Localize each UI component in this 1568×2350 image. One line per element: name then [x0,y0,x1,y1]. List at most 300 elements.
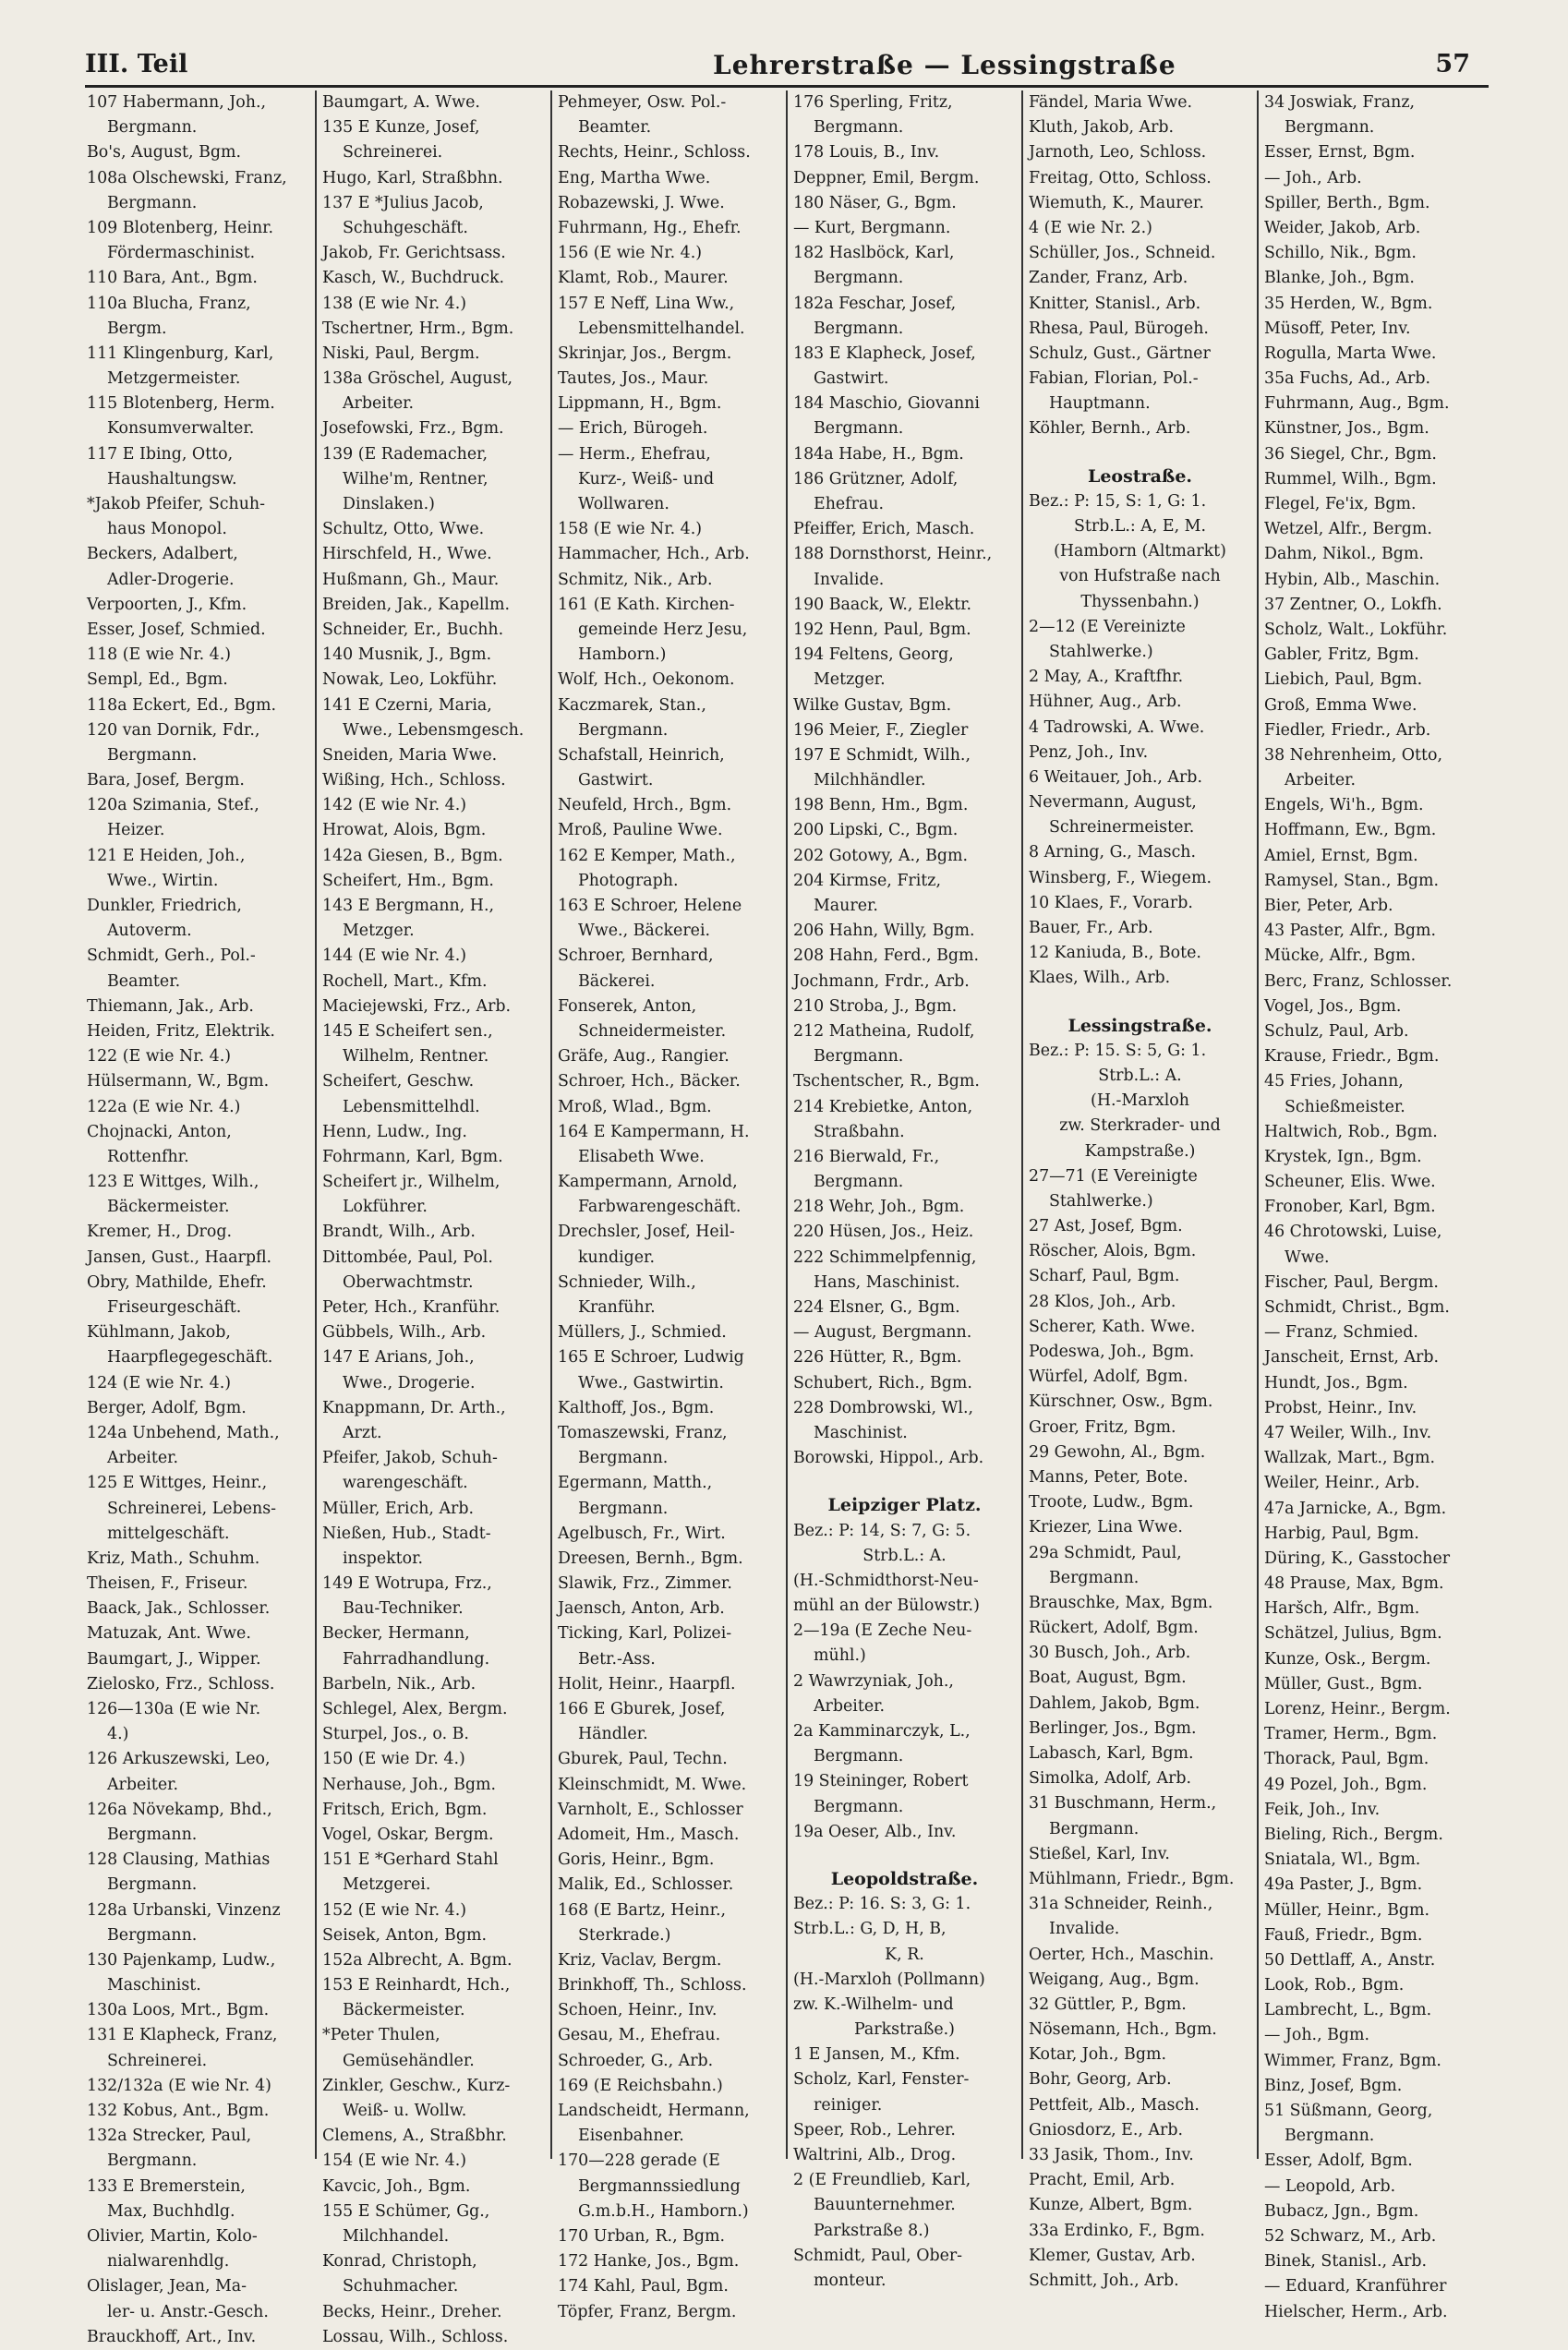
directory-entry-line: 182 Haslböck, Karl, [793,244,955,263]
directory-entry-line: Bergmann. [578,1499,669,1518]
directory-entry-line: 4.) [107,1725,129,1744]
directory-entry-line: 27 Ast, Josef, Bgm. [1029,1217,1183,1236]
street-heading: Leopoldstraße. [830,1868,979,1889]
directory-entry-line: 2 (E Freundlieb, Karl, [793,2171,971,2190]
directory-entry-line: Klamt, Rob., Maurer. [558,269,729,288]
directory-entry-line: 110a Blucha, Franz, [87,294,251,313]
directory-entry-line: Groer, Fritz, Bgm. [1029,1417,1176,1437]
directory-entry-line: Eng, Martha Wwe. [558,168,711,187]
directory-entry-line: Bergmann. [1285,118,1375,138]
directory-entry-line: Schmidt, Gerh., Pol.- [87,946,256,966]
directory-entry-line: Hauptmann. [1049,394,1151,414]
directory-entry-line: Schroer, Hch., Bäcker. [558,1072,741,1091]
directory-entry-line: Matuzak, Ant. Wwe. [87,1624,251,1644]
directory-entry-line: — Leopold, Arb. [1264,2176,1396,2196]
directory-entry-line: Konrad, Christoph, [322,2252,477,2272]
directory-entry-line: ler- u. Anstr.-Gesch. [107,2302,269,2321]
directory-entry-line: Schuhgeschäft. [343,218,468,237]
directory-entry-line: Kasch, W., Buchdruck. [322,269,505,288]
directory-entry-line: Kremer, H., Drog. [87,1223,232,1242]
directory-entry-line: Hamborn.) [578,645,667,665]
directory-entry-line: zw. Sterkrader- und [1059,1116,1221,1136]
page-number: 57 [1435,50,1470,78]
directory-entry-line: Knitter, Stanisl., Arb. [1029,294,1201,313]
directory-entry-line: Bara, Josef, Bergm. [87,771,245,790]
directory-entry-line: Ramysel, Stan., Bgm. [1264,871,1439,890]
column-4 [788,90,1023,2290]
directory-entry-line: Schulz, Gust., Gärtner [1029,343,1211,363]
directory-entry-line: Bergmann. [107,193,198,212]
directory-entry-line: Metzger. [814,670,886,690]
directory-entry-line: Schillo, Nik., Bgm. [1264,244,1417,263]
directory-entry-line: Kunze, Osk., Bergm. [1264,1649,1431,1669]
directory-entry-line: 228 Dombrowski, Wl., [793,1398,973,1417]
directory-entry-line: Scheuner, Elis. Wwe. [1264,1173,1436,1192]
directory-entry-line: mühl.) [814,1646,866,1666]
directory-entry-line: 188 Dornsthorst, Heinr., [793,545,993,564]
directory-entry-line: Harbig, Paul, Bgm. [1264,1524,1419,1543]
directory-entry-line: 161 (E Kath. Kirchen- [558,595,735,614]
directory-entry-line: 48 Prause, Max, Bgm. [1264,1574,1444,1594]
directory-entry-line: Ehefrau. [814,495,885,513]
directory-entry-line: 32 Güttler, P., Bgm. [1029,1994,1187,2014]
directory-entry-line: Hülsermann, W., Bgm. [87,1072,270,1091]
directory-entry-line: 124 (E wie Nr. 4.) [87,1373,232,1392]
directory-entry-line: 144 (E wie Nr. 4.) [322,946,467,966]
directory-entry-line: Gburek, Paul, Techn. [558,1750,728,1769]
directory-entry-line: 162 E Kemper, Math., [558,846,736,865]
directory-entry-line: Sterkrade.) [578,1925,671,1945]
directory-entry-line: 138a Gröschel, August, [322,369,513,389]
directory-entry-line: 156 (E wie Nr. 4.) [558,244,703,263]
directory-entry-line: 109 Blotenberg, Heinr. [87,218,274,237]
street-heading: Lessingstraße. [1067,1015,1212,1036]
directory-entry-line: 197 E Schmidt, Wilh., [793,745,971,765]
directory-entry-line: Fischer, Paul, Bergm. [1264,1272,1439,1292]
directory-entry-line: Wwe., Wirtin. [107,871,219,890]
directory-entry-line: Binek, Stanisl., Arb. [1264,2252,1428,2272]
directory-entry-line: Bergmann. [814,1797,904,1816]
directory-entry-line: 151 E *Gerhard Stahl [322,1850,499,1870]
directory-entry-line: Bäckerei. [578,971,656,991]
directory-entry-line: Schneider, Er., Buchh. [322,620,504,639]
directory-entry-line: Lokführer. [343,1198,428,1217]
directory-entry-line: 164 E Kampermann, H. [558,1122,750,1141]
directory-entry-line: Olivier, Martin, Kolo- [87,2226,258,2246]
directory-entry-line: 157 E Neff, Lina Ww., [558,294,735,313]
directory-entry-line: 2—19a (E Zeche Neu- [793,1621,972,1641]
directory-entry-line: Bohr, Georg, Arb. [1029,2070,1172,2090]
directory-entry-line: Kühlmann, Jakob, [87,1323,231,1343]
directory-entry-line: Bergmann. [814,269,904,288]
directory-entry-line: — Joh., Bgm. [1264,2026,1370,2045]
directory-entry-line: Henn, Ludw., Ing. [322,1122,467,1141]
directory-entry-line: Chojnacki, Anton, [87,1122,232,1141]
directory-entry-line: Hußmann, Gh., Maur. [322,570,500,589]
directory-entry-line: Schulz, Paul, Arb. [1264,1021,1409,1041]
directory-entry-line: *Peter Thulen, [322,2026,440,2045]
directory-entry-line: Wwe. [1285,1247,1330,1267]
directory-entry-line: Tschertner, Hrm., Bgm. [322,319,514,338]
directory-entry-line: Rochell, Mart., Kfm. [322,971,488,991]
directory-entry-line: Bergmann. [814,1747,904,1766]
directory-entry-line: Rechts, Heinr., Schloss. [558,143,751,163]
directory-entry-line: Dahm, Nikol., Bgm. [1264,545,1424,564]
directory-entry-line: 218 Wehr, Joh., Bgm. [793,1198,965,1217]
directory-entry-line: Labasch, Karl, Bgm. [1029,1744,1194,1763]
directory-entry-line: Heiden, Fritz, Elektrik. [87,1021,275,1041]
directory-entry-line: Müller, Gust., Bgm. [1264,1674,1423,1693]
directory-entry-line: Bergmann. [1049,1819,1140,1838]
directory-entry-line: Pfeiffer, Erich, Masch. [793,520,975,539]
directory-entry-line: Wiemuth, K., Maurer. [1029,193,1204,212]
directory-entry-line: Sniatala, Wl., Bgm. [1264,1850,1421,1870]
directory-entry-line: Bez.: P: 15. S: 5, G: 1. [1029,1041,1207,1060]
directory-entry-line: Strb.L.: A, E, M. [1073,517,1207,536]
directory-entry-line: Wißing, Hch., Schloss. [322,771,506,790]
directory-entry-line: Brauckhoff, Art., Inv. [87,2327,257,2346]
directory-entry-line: Wolf, Hch., Oekonom. [558,670,735,690]
directory-entry-line: Rottenfhr. [107,1147,189,1166]
directory-entry-line: Schroeder, G., Arb. [558,2051,714,2070]
directory-entry-line: 194 Feltens, Georg, [793,645,954,665]
directory-entry-line: Bergmann. [578,1449,669,1468]
directory-entry-line: Gübbels, Wilh., Arb. [322,1323,487,1343]
directory-entry-line: Robazewski, J. Wwe. [558,193,725,212]
directory-entry-line: 172 Hanke, Jos., Bgm. [558,2252,740,2272]
directory-entry-line: Haršch, Alfr., Bgm. [1264,1599,1420,1619]
directory-entry-line: Berc, Franz, Schlosser. [1264,971,1453,991]
directory-entry-line: 220 Hüsen, Jos., Heiz. [793,1223,974,1242]
directory-entry-line: Lebensmittelhandel. [578,319,745,338]
directory-entry-line: Lossau, Wilh., Schloss. [322,2327,509,2346]
directory-entry-line: Krystek, Ign., Bgm. [1264,1147,1422,1166]
directory-entry-line: 6 Weitauer, Joh., Arb. [1029,767,1202,787]
directory-entry-line: Rogulla, Marta Wwe. [1264,343,1437,363]
directory-entry-line: Wollwaren. [578,495,669,513]
directory-entry-line: Bergmann. [107,118,198,138]
directory-entry-line: — Joh., Arb. [1264,168,1362,187]
directory-entry-line: Pettfeit, Alb., Masch. [1029,2095,1200,2115]
directory-entry-line: 123 E Wittges, Wilh., [87,1173,259,1192]
directory-entry-line: Beamter. [107,971,181,991]
directory-entry-line: Lorenz, Heinr., Bergm. [1264,1700,1451,1718]
directory-entry-line: 202 Gotowy, A., Bgm. [793,846,969,865]
directory-entry-line: Müsoff, Peter, Inv. [1264,319,1411,338]
directory-entry-line: 2 May, A., Kraftfhr. [1029,668,1184,687]
directory-entry-line: Bergmannssiedlung [578,2176,741,2196]
directory-entry-line: 165 E Schroer, Ludwig [558,1348,744,1368]
directory-entry-line: Berlinger, Jos., Bgm. [1029,1718,1197,1738]
directory-entry-line: Varnholt, E., Schlosser [558,1800,743,1819]
directory-entry-line: 4 Tadrowski, A. Wwe. [1029,717,1205,737]
directory-entry-line: Rummel, Wilh., Bgm. [1264,469,1437,488]
directory-entry-line: Bergmann. [1285,2127,1375,2146]
directory-entry-line: Malik, Ed., Schlosser. [558,1875,734,1895]
directory-entry-line: Schmitz, Nik., Arb. [558,570,713,589]
directory-entry-line: 182a Feschar, Josef, [793,294,957,313]
directory-entry-line: Borowski, Hippol., Arb. [793,1449,984,1468]
directory-entry-line: 155 E Schümer, Gg., [322,2201,490,2221]
directory-entry-line: Baumgart, A. Wwe. [322,93,480,112]
directory-entry-line: 143 E Bergmann, H., [322,897,494,915]
directory-entry-line: 117 E Ibing, Otto, [87,444,234,464]
directory-entry-line: Maschinist. [814,1423,908,1442]
directory-entry-line: Neufeld, Hrch., Bgm. [558,796,732,815]
directory-entry-line: Fiedler, Friedr., Arb. [1264,720,1431,740]
directory-entry-line: Kurz-, Weiß- und [578,469,715,488]
directory-entry-line: Brinkhoff, Th., Schloss. [558,1976,747,1995]
directory-entry-line: Elisabeth Wwe. [578,1147,705,1166]
directory-entry-line: (Hamborn (Altmarkt) [1054,542,1226,561]
directory-entry-line: Fauß, Friedr., Bgm. [1264,1925,1423,1945]
directory-entry-line: Schuhmacher. [343,2277,459,2296]
directory-entry-line: Berger, Adolf, Bgm. [87,1398,247,1417]
directory-entry-line: Wwe., Lebensmgesch. [343,720,525,740]
directory-entry-line: 118a Eckert, Ed., Bgm. [87,695,277,715]
directory-entry-line: Milchhändler. [814,771,926,790]
directory-entry-line: Schoen, Heinr., Inv. [558,2001,718,2020]
directory-entry-line: Bauunternehmer. [814,2196,956,2215]
directory-entry-line: Gastwirt. [814,369,889,389]
directory-entry-line: 192 Henn, Paul, Bgm. [793,620,971,639]
directory-entry-line: 226 Hütter, R., Bgm. [793,1348,962,1368]
directory-entry-line: Schüller, Jos., Schneid. [1029,244,1216,263]
directory-entry-line: Bergmann. [814,319,904,338]
directory-entry-line: Bäckermeister. [343,2001,465,2020]
directory-entry-line: 52 Schwarz, M., Arb. [1264,2226,1437,2246]
directory-entry-line: 150 (E wie Dr. 4.) [322,1750,465,1769]
directory-entry-line: Nießen, Hub., Stadt- [322,1524,491,1543]
directory-entry-line: 111 Klingenburg, Karl, [87,343,274,363]
directory-entry-line: Kampermann, Arnold, [558,1173,738,1192]
directory-entry-line: Betr.-Ass. [578,1649,656,1669]
directory-entry-line: 137 E *Julius Jacob, [322,193,484,212]
directory-entry-line: Zielosko, Frz., Schloss. [87,1674,275,1693]
directory-entry-line: 139 (E Rademacher, [322,444,488,464]
directory-entry-line: (H.-Marxloh (Pollmann) [793,1970,985,1989]
directory-entry-line: Schreinerei. [107,2051,208,2070]
directory-entry-line: 12 Kaniuda, B., Bote. [1029,944,1201,963]
directory-entry-line: Wilhe'm, Rentner, [343,469,488,488]
directory-entry-line: Lebensmittelhdl. [343,1097,480,1116]
directory-columns [81,90,1494,2346]
directory-entry-line: Hirschfeld, H., Wwe. [322,545,492,564]
directory-entry-line: Boat, August, Bgm. [1029,1669,1187,1688]
directory-entry-line: von Hufstraße nach [1059,567,1221,586]
directory-entry-line: Nevermann, August, [1029,793,1197,813]
directory-entry-line: 33a Erdinko, F., Bgm. [1029,2221,1205,2240]
directory-entry-line: Hrowat, Alois, Bgm. [322,821,487,840]
directory-entry-line: — Kurt, Bergmann. [793,218,951,237]
directory-entry-line: Look, Rob., Bgm. [1264,1976,1405,1995]
directory-entry-line: Kunze, Albert, Bgm. [1029,2196,1193,2215]
directory-entry-line: 135 E Kunze, Josef, [322,118,480,138]
directory-entry-line: Gabler, Fritz, Bgm. [1264,645,1419,665]
directory-entry-line: 29a Schmidt, Paul, [1029,1543,1182,1562]
directory-entry-line: Arbeiter. [107,1449,179,1468]
directory-entry-line: Bo's, August, Bgm. [87,143,242,163]
directory-entry-line: 186 Grützner, Adolf, [793,469,959,488]
directory-entry-line: Thyssenbahn.) [1080,592,1200,611]
directory-entry-line: 190 Baack, W., Elektr. [793,595,971,614]
directory-entry-line: Krause, Friedr., Bgm. [1264,1047,1440,1067]
directory-entry-line: 152 (E wie Nr. 4.) [322,1900,467,1920]
directory-entry-line: Hielscher, Herm., Arb. [1264,2302,1448,2321]
directory-entry-line: kundiger. [578,1247,655,1267]
directory-entry-line: Olislager, Jean, Ma- [87,2277,247,2296]
directory-entry-line: Janscheit, Ernst, Arb. [1264,1348,1440,1368]
directory-entry-line: Adomeit, Hm., Masch. [558,1825,740,1844]
directory-entry-line: Freitag, Otto, Schloss. [1029,168,1212,187]
directory-entry-line: 27—71 (E Vereinigte [1029,1166,1198,1186]
directory-entry-line: 216 Bierwald, Fr., [793,1147,940,1166]
directory-entry-line: Binz, Josef, Bgm. [1264,2076,1403,2095]
directory-entry-line: 130 Pajenkamp, Ludw., [87,1950,276,1970]
directory-entry-line: Pfeifer, Jakob, Schuh- [322,1449,498,1468]
directory-entry-line: Jansen, Gust., Haarpfl. [87,1247,272,1267]
directory-entry-line: 2a Kamminarczyk, L., [793,1722,971,1741]
directory-entry-line: Barbeln, Nik., Arb. [322,1674,476,1693]
directory-entry-line: 126a Növekamp, Bhd., [87,1800,272,1819]
directory-entry-line: Wwe., Bäckerei. [578,922,711,941]
directory-entry-line: Gesau, M., Ehefrau. [558,2026,721,2045]
directory-entry-line: Skrinjar, Jos., Bergm. [558,343,732,363]
directory-entry-line: Kampstraße.) [1084,1141,1196,1161]
directory-entry-line: Lambrecht, L., Bgm. [1264,2001,1432,2020]
directory-entry-line: 149 E Wotrupa, Frz., [322,1574,492,1594]
directory-entry-line: 132/132a (E wie Nr. 4) [87,2076,271,2095]
directory-entry-line: Kalthoff, Jos., Bgm. [558,1398,715,1417]
directory-entry-line: Heizer. [107,821,165,840]
directory-entry-line: Fändel, Maria Wwe. [1029,93,1193,112]
directory-entry-line: 132 Kobus, Ant., Bgm. [87,2102,270,2120]
directory-entry-line: Drechsler, Josef, Heil- [558,1223,735,1242]
directory-entry-line: Nösemann, Hch., Bgm. [1029,2020,1217,2040]
directory-entry-line: Kluth, Jakob, Arb. [1029,118,1175,138]
directory-entry-line: Düring, K., Gasstocher [1264,1549,1451,1568]
directory-entry-line: 131 E Klapheck, Franz, [87,2026,278,2045]
directory-entry-line: Weiß- u. Wollw. [343,2102,467,2120]
directory-entry-line: Deppner, Emil, Bergm. [793,168,980,187]
directory-entry-line: — Eduard, Kranführer [1264,2277,1447,2296]
directory-entry-line: Lippmann, H., Bgm. [558,394,722,414]
directory-entry-line: Waltrini, Alb., Drog. [793,2146,957,2164]
directory-entry-line: Schneidermeister. [578,1021,727,1041]
directory-entry-line: Vogel, Oskar, Bergm. [322,1825,494,1844]
directory-entry-line: Parkstraße.) [854,2020,955,2040]
street-heading: Leipziger Platz. [827,1495,982,1516]
directory-entry-line: Amiel, Ernst, Bgm. [1264,846,1418,865]
directory-entry-line: Kriezer, Lina Wwe. [1029,1518,1183,1537]
directory-entry-line: 152a Albrecht, A. Bgm. [322,1950,513,1970]
directory-entry-line: 19a Oeser, Alb., Inv. [793,1822,957,1841]
directory-entry-line: Hans, Maschinist. [814,1272,960,1292]
directory-entry-line: Nerhause, Joh., Bgm. [322,1775,497,1794]
directory-entry-line: Bau-Techniker. [343,1599,464,1619]
directory-entry-line: 204 Kirmse, Fritz, [793,871,941,890]
directory-entry-line: Fohrmann, Karl, Bgm. [322,1147,503,1166]
directory-entry-line: Becks, Heinr., Dreher. [322,2302,502,2321]
directory-entry-line: Arbeiter. [107,1775,179,1794]
directory-entry-line: Fritsch, Erich, Bgm. [322,1800,488,1819]
directory-entry-line: Milchhandel. [343,2226,450,2246]
directory-entry-line: Wallzak, Mart., Bgm. [1264,1449,1435,1468]
directory-entry-line: Wimmer, Franz, Bgm. [1264,2051,1441,2070]
directory-entry-line: 38 Nehrenheim, Otto, [1264,745,1443,765]
directory-entry-line: Becker, Hermann, [322,1624,470,1644]
directory-entry-line: 170 Urban, R., Bgm. [558,2226,726,2246]
directory-entry-line: Hoffmann, Ew., Bgm. [1264,821,1437,840]
directory-entry-line: Agelbusch, Fr., Wirt. [558,1524,726,1543]
directory-entry-line: Josefowski, Frz., Bgm. [322,419,504,439]
directory-entry-line: 128a Urbanski, Vinzenz [87,1900,281,1920]
directory-entry-line: haus Monopol. [107,520,227,539]
directory-entry-line: Schafstall, Heinrich, [558,745,725,765]
directory-entry-line: Dreesen, Bernh., Bgm. [558,1549,743,1568]
directory-entry-line: 145 E Scheifert sen., [322,1021,493,1041]
directory-entry-line: Metzger. [343,922,415,941]
directory-entry-line: Niski, Paul, Bergm. [322,343,480,363]
directory-entry-line: Gemüsehändler. [343,2051,475,2070]
section-spacer [1029,442,1251,455]
directory-entry-line: Gräfe, Aug., Rangier. [558,1047,730,1067]
directory-entry-line: Fabian, Florian, Pol.- [1029,369,1199,389]
directory-entry-line: Metzgermeister. [107,369,241,389]
directory-entry-line: Bergmann. [107,1825,198,1844]
directory-entry-line: 108a Olschewski, Franz, [87,168,287,187]
directory-entry-line: Scheifert, Hm., Bgm. [322,871,494,890]
directory-entry-line: Photograph. [578,871,679,890]
directory-entry-line: 35a Fuchs, Ad., Arb. [1264,369,1431,389]
directory-entry-line: Hammacher, Hch., Arb. [558,545,750,564]
directory-entry-line: Jochmann, Frdr., Arb. [793,971,970,991]
directory-entry-line: 118 (E wie Nr. 4.) [87,645,232,665]
directory-entry-line: 214 Krebietke, Anton, [793,1097,973,1116]
directory-entry-line: Bergmann. [814,419,904,439]
directory-entry-line: Arbeiter. [343,394,415,414]
directory-entry-line: Zander, Franz, Arb. [1029,269,1188,288]
directory-entry-line: Bergmann. [107,2151,198,2171]
directory-entry-line: Schroer, Bernhard, [558,946,714,966]
directory-entry-line: Flegel, Fe'ix, Bgm. [1264,495,1417,513]
directory-entry-line: Haushaltungsw. [107,469,237,488]
directory-entry-line: 121 E Heiden, Joh., [87,846,246,865]
directory-entry-line: Tramer, Herm., Bgm. [1264,1725,1438,1744]
directory-entry-line: K, R. [885,1945,924,1964]
directory-entry-line: Brauschke, Max, Bgm. [1029,1593,1213,1612]
directory-entry-line: 49a Paster, J., Bgm. [1264,1875,1423,1895]
directory-entry-line: warengeschäft. [343,1474,468,1493]
directory-entry-line: Fonserek, Anton, [558,996,697,1016]
directory-entry-line: Parkstraße 8.) [814,2221,930,2240]
directory-entry-line: Simolka, Adolf, Arb. [1029,1769,1192,1789]
directory-entry-line: 184a Habe, H., Bgm. [793,444,964,464]
directory-entry-line: (H.-Marxloh [1091,1091,1189,1111]
directory-entry-line: Tomaszewski, Franz, [558,1423,728,1442]
directory-entry-line: 130a Loos, Mrt., Bgm. [87,2001,270,2020]
directory-entry-line: Oberwachtmstr. [343,1272,474,1292]
directory-entry-line: Kotar, Joh., Bgm. [1029,2045,1166,2065]
directory-entry-line: Schmitt, Joh., Arb. [1029,2271,1179,2290]
directory-entry-line: Vogel, Jos., Bgm. [1264,996,1402,1016]
directory-entry-line: Wilhelm, Rentner. [343,1047,489,1067]
column-3 [552,90,788,2321]
directory-entry-line: Dahlem, Jakob, Bgm. [1029,1693,1200,1713]
directory-entry-line: 142a Giesen, B., Bgm. [322,846,503,865]
directory-entry-line: 222 Schimmelpfennig, [793,1247,977,1267]
directory-entry-line: Bäckermeister. [107,1198,230,1217]
